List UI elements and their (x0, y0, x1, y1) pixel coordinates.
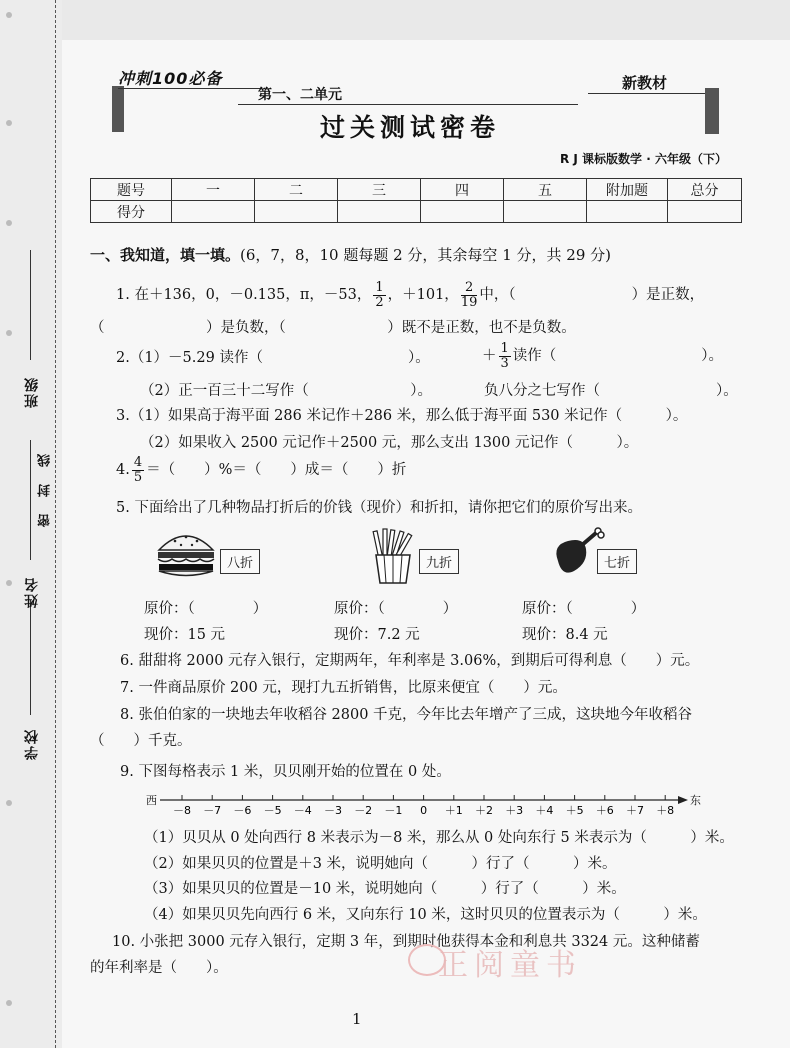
cell-score-label: 得分 (91, 201, 172, 223)
score-input[interactable] (668, 201, 742, 223)
q3-part1: 3.（1）如果高于海平面 286 米记作＋286 米，那么低于海平面 530 米记作（ ）。 (116, 408, 688, 424)
tick-label: －3 (324, 804, 342, 817)
tick-label: ＋5 (565, 804, 584, 817)
q9-sub4: （4）如果贝贝先向西行 6 米，又向东行 10 米，这时贝贝的位置表示为（ ）米。 (144, 907, 707, 923)
hole (6, 220, 12, 226)
name-label: 姓名 (24, 576, 40, 608)
logo-text: 冲刺100必备 (118, 69, 223, 88)
q2-part2b: 负八分之七写作（ ）。 (484, 383, 738, 399)
section-title: 一、我知道，填一填。 (90, 246, 241, 264)
cell-q5: 五 (504, 179, 587, 201)
discount-tag-burger: 八折 (220, 549, 260, 574)
q9-sub2: （2）如果贝贝的位置是＋3 米，说明她向（ ）行了（ ）米。 (144, 856, 617, 872)
cell-q2: 二 (255, 179, 338, 201)
section-note: (6，7，8，10 题每题 2 分，其余每空 1 分，共 29 分) (240, 246, 611, 264)
unit-label: 第一、二单元 (258, 87, 342, 103)
tick-label: －7 (203, 804, 222, 817)
q1-text: ，＋101， (387, 287, 459, 304)
q9-sub1: （1）贝贝从 0 处向西行 8 米表示为－8 米，那么从 0 处向东行 5 米表示为（ ）米。 (144, 830, 734, 846)
score-value-row (91, 201, 742, 223)
orig-price-1: 原价：（ ） (144, 601, 268, 617)
score-input[interactable] (421, 201, 504, 223)
tick-label: ＋2 (475, 804, 493, 817)
edition-label: R J 课标版数学 · 六年级（下） (560, 152, 727, 166)
tick-label: －8 (173, 804, 191, 817)
score-input[interactable] (172, 201, 255, 223)
number-line (160, 790, 690, 820)
tick-label: －4 (293, 804, 312, 817)
class-blank (30, 250, 31, 360)
fraction: $\frac{2}{19}$ (460, 280, 478, 310)
q4: 4. $\frac{4}{5}$ ＝（ ）%＝（ ）成＝（ ）折 (116, 455, 407, 485)
hole (6, 800, 12, 806)
cell-q4: 四 (421, 179, 504, 201)
q9-sub3: （3）如果贝贝的位置是－10 米，说明她向（ ）行了（ ）米。 (144, 881, 626, 897)
tick-label: ＋7 (626, 804, 644, 817)
cell-bonus: 附加题 (587, 179, 668, 201)
tick-label: －6 (233, 804, 252, 817)
q1-line1 (116, 281, 704, 309)
q1-line2: （ ）是负数，（ ）既不是正数，也不是负数。 (90, 320, 576, 336)
q8-line2: （ ）千克。 (90, 733, 192, 749)
score-header-row (91, 179, 742, 201)
discount-tag-fries: 九折 (419, 549, 459, 574)
q8-line1: 8. 张伯伯家的一块地去年收稻谷 2800 千克，今年比去年增产了三成，这块地今年收稻谷 (120, 707, 693, 723)
tick-label: 0 (420, 804, 428, 817)
cell-q3: 三 (338, 179, 421, 201)
orig-price-2: 原价：（ ） (334, 601, 458, 617)
school-blank (30, 600, 31, 715)
tick-label: －1 (384, 804, 403, 817)
q10-line2: 的年利率是（ ）。 (90, 960, 228, 976)
badge-rule (588, 93, 706, 94)
binding-margin (0, 0, 62, 1048)
score-input[interactable] (504, 201, 587, 223)
q10-line1: 10. 小张把 3000 元存入银行，定期 3 年，到期时他获得本金和利息共 3324 元。这种储蓄 (112, 934, 700, 950)
tick-label: ＋1 (444, 804, 463, 817)
school-label: 学校 (24, 728, 40, 760)
score-input[interactable] (338, 201, 421, 223)
header-rule (238, 104, 578, 105)
q9-prompt: 9. 下图每格表示 1 米，贝贝刚开始的位置在 0 处。 (120, 764, 451, 780)
cell-item-no: 题号 (91, 179, 172, 201)
score-input[interactable] (255, 201, 338, 223)
discount-tag-drumstick: 七折 (597, 549, 637, 574)
tick-label: ＋6 (595, 804, 614, 817)
new-textbook-badge: 新教材 (622, 74, 668, 92)
q7: 7. 一件商品原价 200 元，现打九五折销售，比原来便宜（ ）元。 (120, 680, 567, 696)
section-1-heading (90, 244, 611, 265)
page-number: 1 (352, 1010, 362, 1028)
now-price-1: 现价：15 元 (144, 627, 226, 643)
hole (6, 12, 12, 18)
cell-q1: 一 (172, 179, 255, 201)
cell-total: 总分 (668, 179, 742, 201)
fraction: $\frac{4}{5}$ (133, 455, 143, 485)
q1-text: 中，（ ）是正数， (479, 287, 705, 304)
hole (6, 1000, 12, 1006)
badge-bar (705, 88, 719, 134)
q3-part2: （2）如果收入 2500 元记作＋2500 元，那么支出 1300 元记作（ ）。 (140, 435, 639, 451)
class-label: 班级 (24, 376, 40, 408)
tick-label: ＋3 (505, 804, 524, 817)
east-label: 东 (690, 794, 701, 807)
name-blank (30, 440, 31, 560)
q2-part1: 2.（1）－5.29 读作（ ）。 (116, 350, 430, 366)
fraction: $\frac{1}{2}$ (375, 280, 384, 310)
tick-label: －2 (354, 804, 373, 817)
fraction: $\frac{1}{3}$ (500, 341, 509, 371)
tick-label: －5 (263, 804, 282, 817)
hole (6, 580, 12, 586)
now-price-2: 现价：7.2 元 (334, 627, 420, 643)
tick-label: ＋8 (656, 804, 675, 817)
hamburger-icon (155, 528, 217, 580)
q1-text: 1. 在＋136，0，－0.135，π，－53， (116, 287, 372, 304)
seal-line-label: 密 封 线 (38, 452, 53, 527)
page-title: 过关测试密卷 (320, 113, 501, 142)
score-table (90, 178, 742, 223)
watermark: 正阅童书 (438, 948, 582, 983)
fries-icon (370, 527, 416, 585)
score-input[interactable] (587, 201, 668, 223)
q2-part2: （2）正一百三十二写作（ ）。 (140, 383, 432, 399)
q6: 6. 甜甜将 2000 元存入银行，定期两年，年利率是 3.06%，到期后可得利息（ ）元。 (120, 653, 700, 669)
logo (112, 68, 262, 134)
hole (6, 120, 12, 126)
now-price-3: 现价：8.4 元 (522, 627, 608, 643)
tick-label: ＋4 (535, 804, 554, 817)
q5-prompt: 5. 下面给出了几种物品打折后的价钱（现价）和折扣，请你把它们的原价写出来。 (116, 500, 642, 516)
orig-price-3: 原价：（ ） (522, 601, 646, 617)
seal-dashed-line (55, 0, 56, 1048)
hole (6, 330, 12, 336)
q2-part1b: ＋ $\frac{1}{3}$ 读作（ ）。 (482, 341, 724, 371)
west-label: 西 (146, 794, 157, 807)
